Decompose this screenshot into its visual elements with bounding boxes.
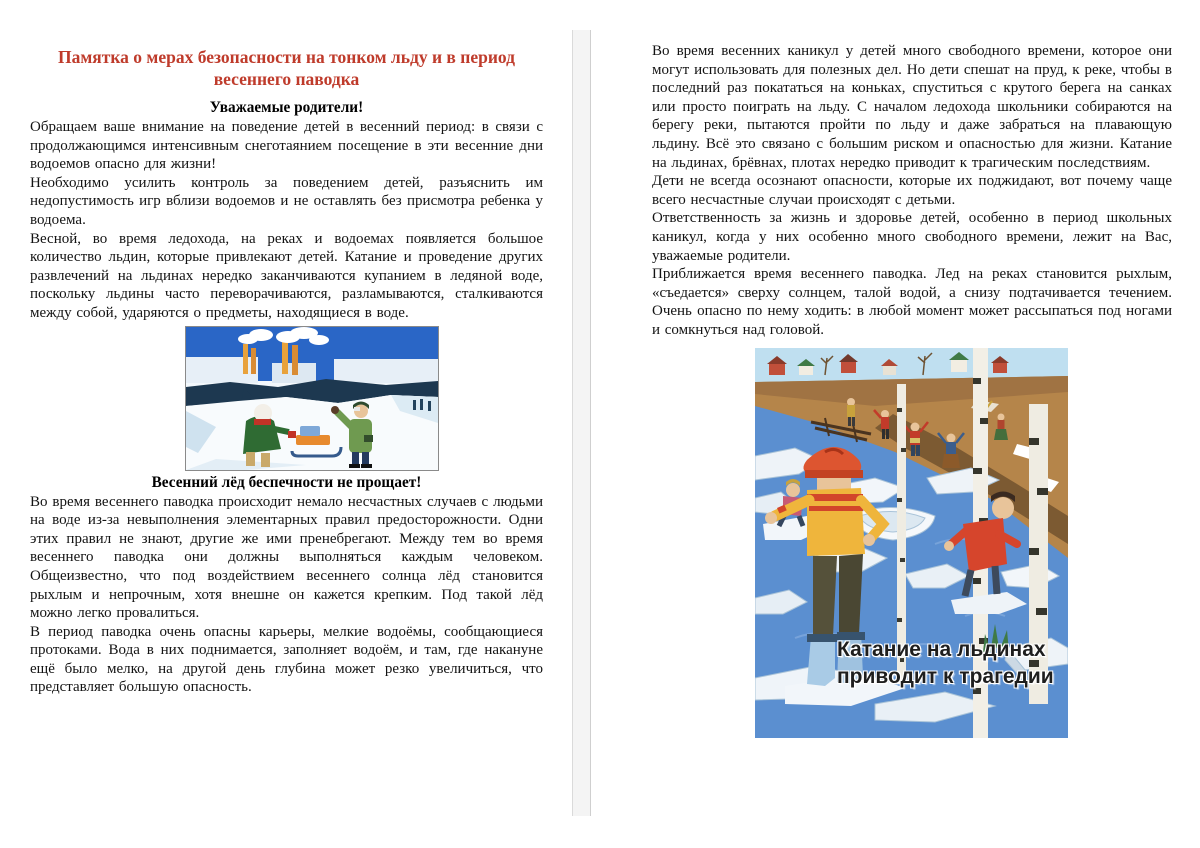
paragraph: Ответственность за жизнь и здоровье детей, особенно в период школьных каникул, когда у них особенно много свободного времени, лежит на Вас, уважаемые родители.	[652, 210, 1172, 264]
paragraph: Во время весенних каникул у детей много свободного времени, которое они могут использовать для полезных дел. Но дети спешат на пруд, к реке, чтобы в последний раз покататься на коньках, спуститься с крутого берега на санках или просто поиграть на льду. С началом ледохода школьники собираются на берегу реки, пытаются пройти по льду и даже забраться на плавающую льдину. Всё это связано с большим риском и опасностью для жизни. Катание на льдинах, брёвнах, плотах нередко приводит к трагическим последствиям.	[652, 43, 1172, 171]
ice-floes-illustration	[755, 348, 1068, 738]
section-heading: Весенний лёд беспечности не прощает!	[151, 473, 422, 491]
memo-title: Памятка о мерах безопасности на тонком льду и в период весеннего паводка	[58, 47, 515, 89]
page-right	[652, 42, 1172, 738]
paragraph: Необходимо усилить контроль за поведением детей, разъяснить им недопустимость игр вблизи водоемов и не оставлять без присмотра ребенка у водоема.	[30, 174, 543, 228]
ice-river-illustration	[185, 326, 439, 471]
paragraph: Весной, во время ледохода, на реках и водоемах появляется большое количество льдин, которые привлекают детей. Катание и проведение других развлечений на льдинах нередко заканчиваются купанием в ледяной воде, поскольку льдины часто переворачиваются, разламываются, сталкиваются между собой, ударяются о предметы, находящиеся в воде.	[30, 230, 543, 321]
paragraph: Дети не всегда осознают опасности, которые их поджидают, вот почему чаще всего несчастные случаи происходят с детьми.	[652, 173, 1172, 208]
illustration-caption	[837, 636, 1072, 690]
caption-line-2: приводит к трагедии	[837, 664, 1054, 688]
paragraph: Обращаем ваше внимание на поведение детей в весенний период: в связи с продолжающимся интенсивным снеготаянием посещение в эти весенние дни водоемов опасно для жизни!	[30, 119, 543, 173]
page-left	[30, 46, 543, 697]
paragraph: В период паводка очень опасны карьеры, мелкие водоёмы, сообщающиеся протоками. Вода в них поднимается, заполняет водоём, и там, где накануне ещё было мелко, на другой день глубина может резко увеличиться, что представляет большую опасность.	[30, 623, 543, 696]
caption-line-1: Катание на льдинах	[837, 637, 1046, 661]
illustration-graphic	[186, 327, 438, 470]
page-divider	[572, 30, 591, 816]
greeting-heading: Уважаемые родители!	[209, 99, 364, 116]
paragraph: Приближается время весеннего паводка. Лед на реках становится рыхлым, «съедается» сверху солнцем, талой водой, а снизу подтачивается течением. Очень опасно по нему ходить: в любой момент может рассыпаться под ногами и сомкнуться над головой.	[652, 266, 1172, 338]
paragraph: Во время весеннего паводка происходит немало несчастных случаев с людьми на воде из-за невыполнения элементарных правил предосторожности. Одни этих правил не знают, другие же ими пренебрегают. Между тем во время весеннего паводка они должны выполняться каждым человеком. Общеизвестно, что под воздействием весеннего солнца лёд становится рыхлым и непрочным, хотя внешне он кажется крепким. Под такой лёд можно легко провалиться.	[30, 493, 543, 622]
